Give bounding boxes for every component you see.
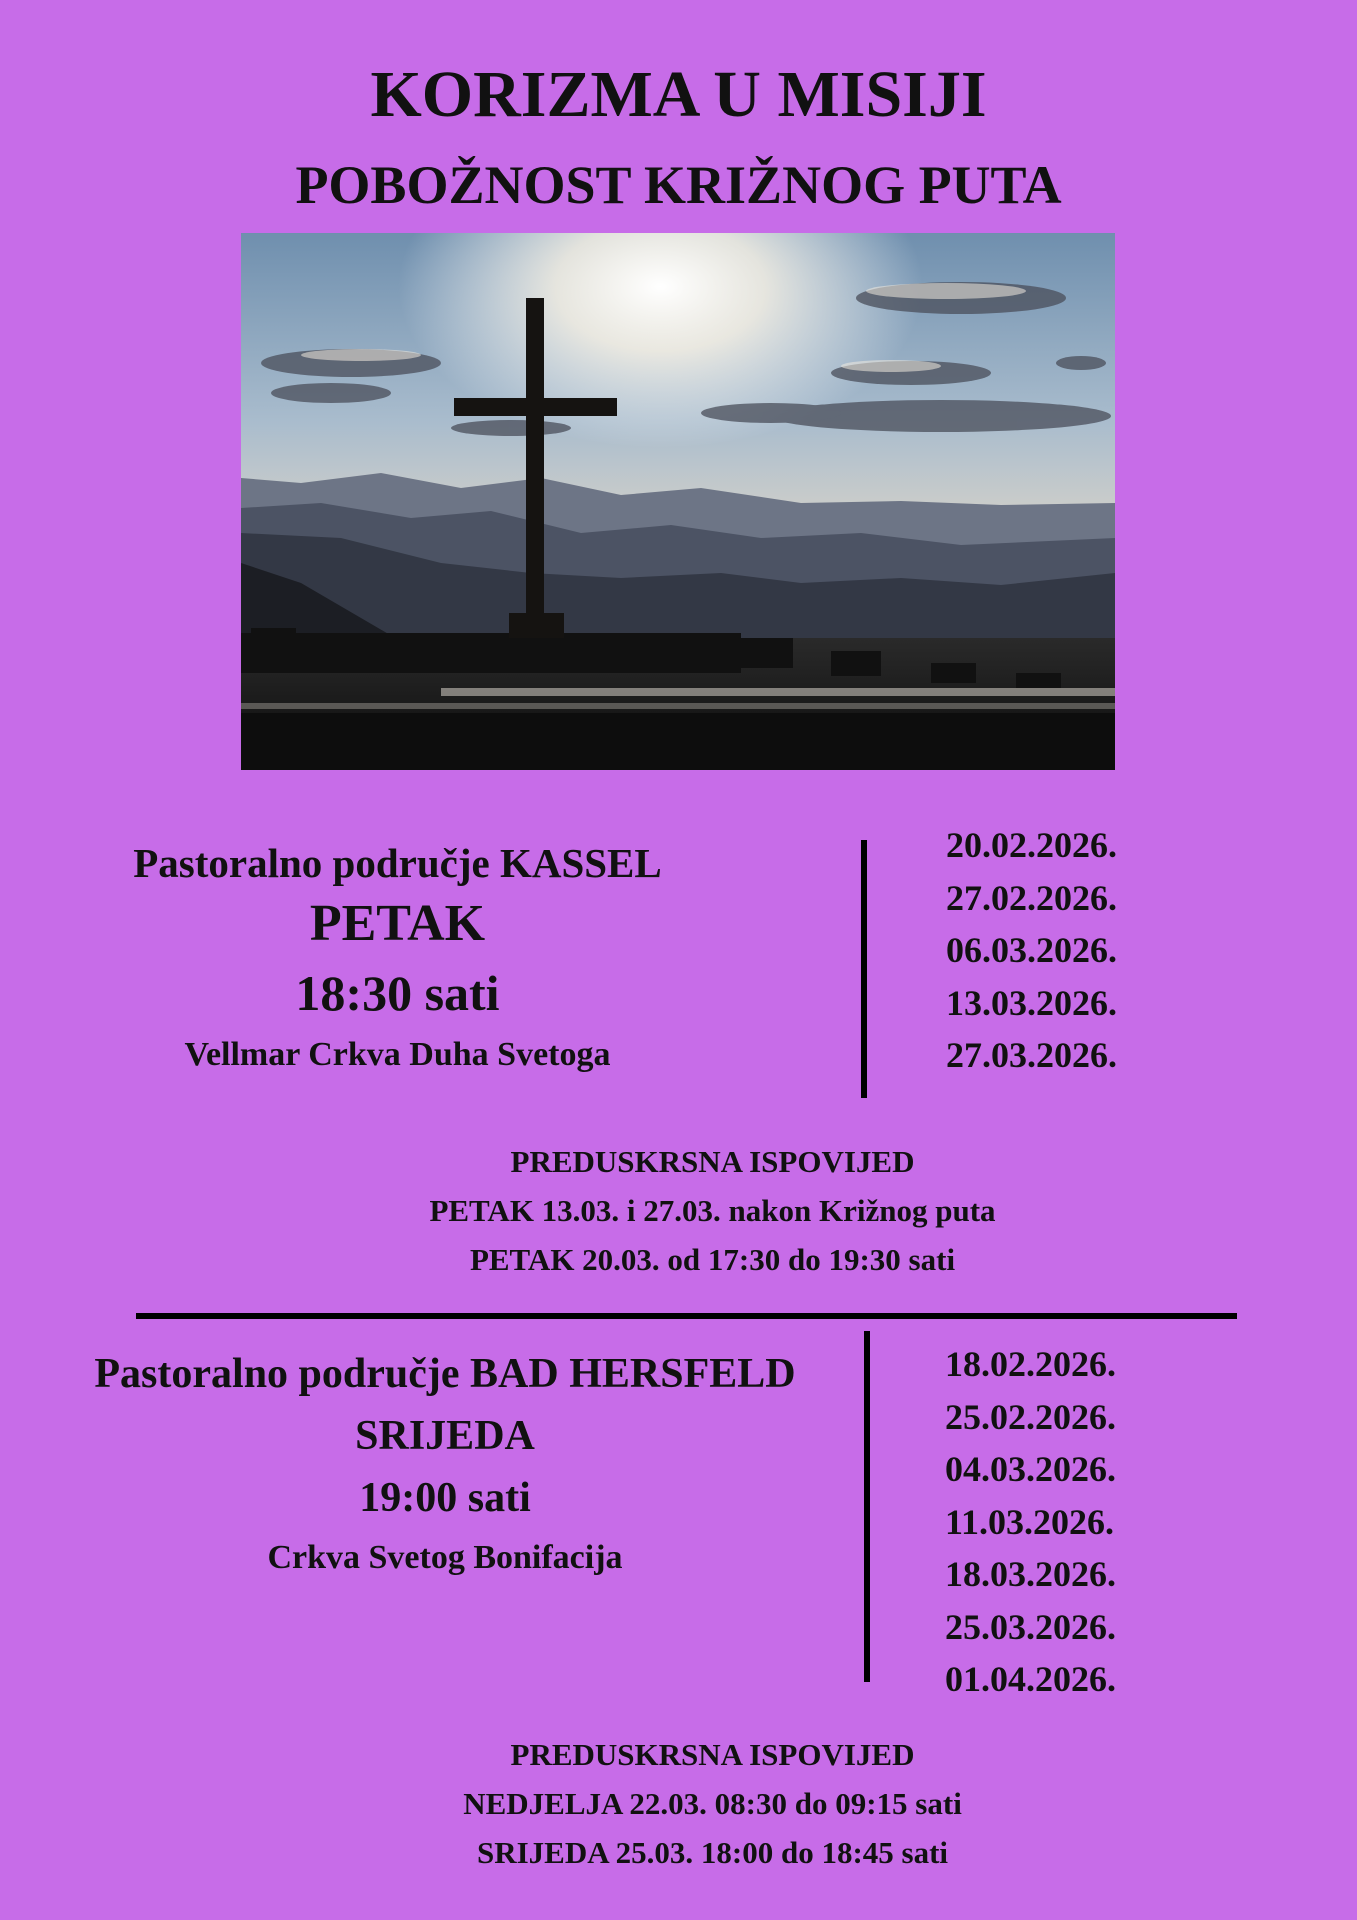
poster-subtitle: POBOŽNOST KRIŽNOG PUTA: [295, 155, 1062, 215]
time: 19:00 sati: [359, 1475, 531, 1521]
date-item: 06.03.2026.: [946, 930, 1117, 970]
date-item: 18.02.2026.: [945, 1344, 1116, 1384]
date-item: 01.04.2026.: [945, 1659, 1116, 1699]
church-name: Vellmar Crkva Duha Svetoga: [184, 1036, 611, 1073]
confession-heading: PREDUSKRSNA ISPOVIJED: [510, 1737, 915, 1772]
date-item: 25.02.2026.: [945, 1396, 1116, 1437]
date-item: 27.03.2026.: [946, 1035, 1117, 1075]
confession-line: NEDJELJA 22.03. 08:30 do 09:15 sati: [463, 1786, 962, 1821]
confession-line: SRIJEDA 25.03. 18:00 do 18:45 sati: [476, 1835, 949, 1870]
vertical-divider: [864, 1331, 870, 1682]
date-item: 18.03.2026.: [945, 1554, 1116, 1594]
poster-title: KORIZMA U MISIJI: [370, 58, 987, 131]
kassel-dates: [946, 819, 1117, 1082]
kassel-confession: [0, 1137, 1357, 1284]
bad-hersfeld-info: [0, 1343, 890, 1587]
church-name: Crkva Svetog Bonifacija: [267, 1539, 623, 1576]
cross-at-sunset-image: [241, 233, 1115, 770]
date-item: 04.03.2026.: [945, 1449, 1116, 1489]
bad-hersfeld-dates: [945, 1338, 1116, 1706]
bad-hersfeld-confession: [0, 1730, 1357, 1877]
date-item: 11.03.2026.: [945, 1501, 1115, 1542]
date-item: 27.02.2026.: [946, 877, 1117, 918]
confession-heading: PREDUSKRSNA ISPOVIJED: [510, 1144, 915, 1179]
confession-line: PETAK 20.03. od 17:30 do 19:30 sati: [469, 1242, 956, 1277]
time: 18:30 sati: [295, 965, 500, 1021]
date-item: 13.03.2026.: [946, 982, 1117, 1023]
date-item: 20.02.2026.: [946, 825, 1117, 865]
weekday: SRIJEDA: [355, 1413, 535, 1459]
date-item: 25.03.2026.: [945, 1606, 1116, 1647]
confession-line: PETAK 13.03. i 27.03. nakon Križnog puta: [429, 1193, 996, 1228]
vertical-divider: [861, 840, 867, 1098]
weekday: PETAK: [309, 895, 486, 952]
kassel-info: [0, 835, 795, 1081]
area-title: Pastoralno područje BAD HERSFELD: [94, 1351, 796, 1397]
area-title: Pastoralno područje KASSEL: [133, 840, 662, 886]
horizontal-divider: [136, 1313, 1237, 1319]
